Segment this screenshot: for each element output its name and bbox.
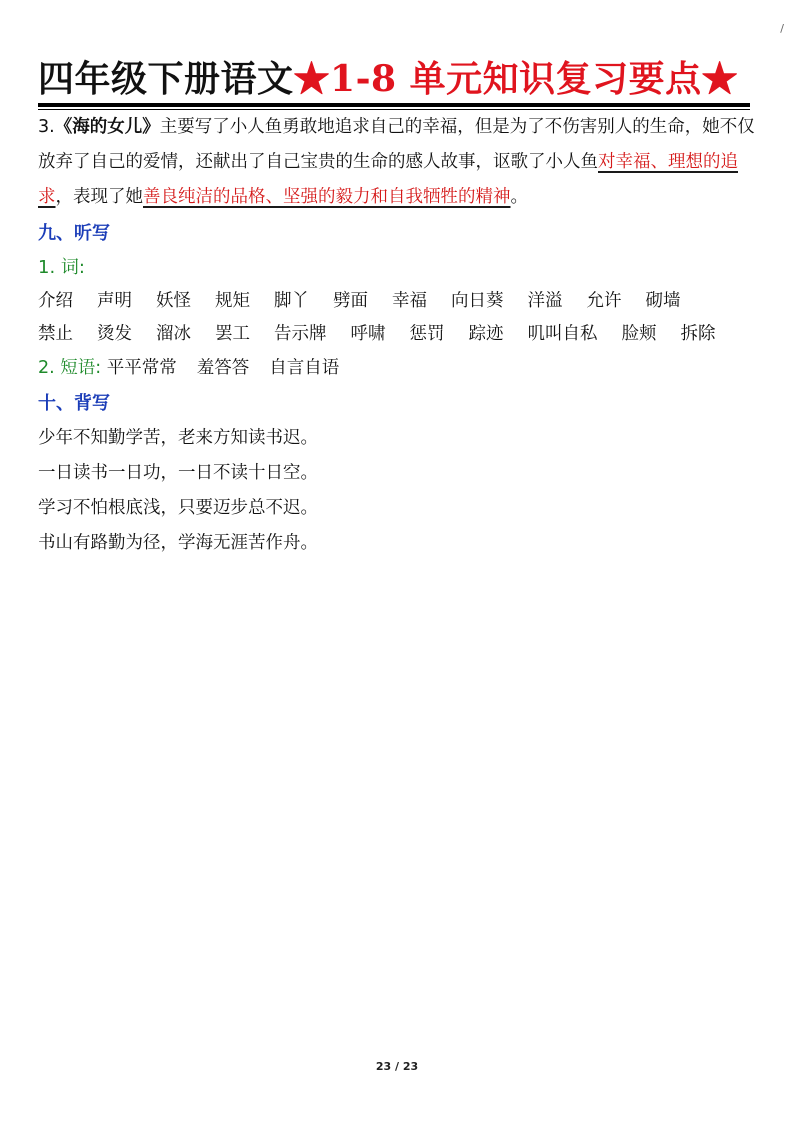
word-item: 惩罚	[409, 324, 445, 344]
poem-line: 少年不知勤学苦，老来方知读书迟。	[38, 428, 318, 448]
page-content	[38, 110, 762, 561]
item-3-number: 3.	[38, 117, 55, 137]
word-item: 溜冰	[156, 324, 191, 344]
word-item: 声明	[97, 291, 132, 311]
word-item: 介绍	[38, 291, 73, 311]
item-3-book-title: 《海的女儿》	[54, 117, 160, 137]
item-3-text-2: ，表现了她	[55, 187, 143, 207]
words-list	[38, 285, 762, 351]
word-item: 向日葵	[451, 291, 504, 311]
poem-line: 学习不怕根底浅，只要迈步总不迟。	[38, 498, 318, 518]
item-3-highlight-2: 善良纯洁的品格、坚强的毅力和自我牺牲的精神	[143, 187, 511, 207]
word-item: 罢工	[215, 324, 250, 344]
poem-line: 一日读书一日功，一日不读十日空。	[38, 463, 318, 483]
title-accent: ★1-8 单元知识复习要点★	[293, 58, 739, 100]
title-main: 四年级下册语文	[38, 58, 294, 100]
item-3-paragraph	[38, 110, 762, 215]
word-item: 允许	[586, 291, 622, 311]
phrase-item: 羞答答	[196, 358, 250, 378]
word-item: 拆除	[680, 324, 716, 344]
word-item: 幸福	[392, 291, 427, 311]
item-3-text-1: 主要写了小人鱼勇敢地追求自己的幸福，但是为了不伤害别人的生命，她不仅放弃了自己的爱情，还献出了自己宝贵的生命的感人故事，讴歌了小人鱼	[38, 117, 755, 172]
section-9-heading: 九、听写	[38, 223, 110, 244]
item-3-text-3: 。	[510, 187, 528, 207]
phrase-item: 自言自语	[269, 358, 340, 378]
phrases-heading: 2. 短语:	[38, 358, 102, 378]
title-rule-thick	[38, 103, 750, 107]
phrases-row	[38, 351, 762, 385]
word-item: 叽叫自私	[527, 324, 598, 344]
word-item: 禁止	[38, 324, 73, 344]
word-item: 规矩	[215, 291, 250, 311]
item-3-highlight-1: 对幸福、理想的追求	[38, 152, 738, 207]
section-10-heading: 十、背写	[38, 393, 110, 414]
phrase-item: 平平常常	[106, 358, 177, 378]
word-item: 踪迹	[468, 324, 504, 344]
page-number: 23 / 23	[375, 1060, 419, 1073]
word-item: 烫发	[97, 324, 132, 344]
page-header	[38, 58, 750, 110]
poem-line: 书山有路勤为径，学海无涯苦作舟。	[38, 533, 318, 553]
page-title	[38, 58, 750, 100]
word-item: 脸颊	[621, 324, 657, 344]
words-heading: 1. 词:	[38, 257, 85, 278]
word-item: 洋溢	[527, 291, 563, 311]
corner-mark: /	[780, 22, 784, 35]
word-item: 告示牌	[274, 324, 327, 344]
poem-lines	[38, 421, 762, 561]
word-item: 脚丫	[274, 291, 309, 311]
word-item: 劈面	[333, 291, 368, 311]
word-item: 呼啸	[350, 324, 386, 344]
word-item: 砌墙	[645, 291, 681, 311]
word-item: 妖怪	[156, 291, 191, 311]
